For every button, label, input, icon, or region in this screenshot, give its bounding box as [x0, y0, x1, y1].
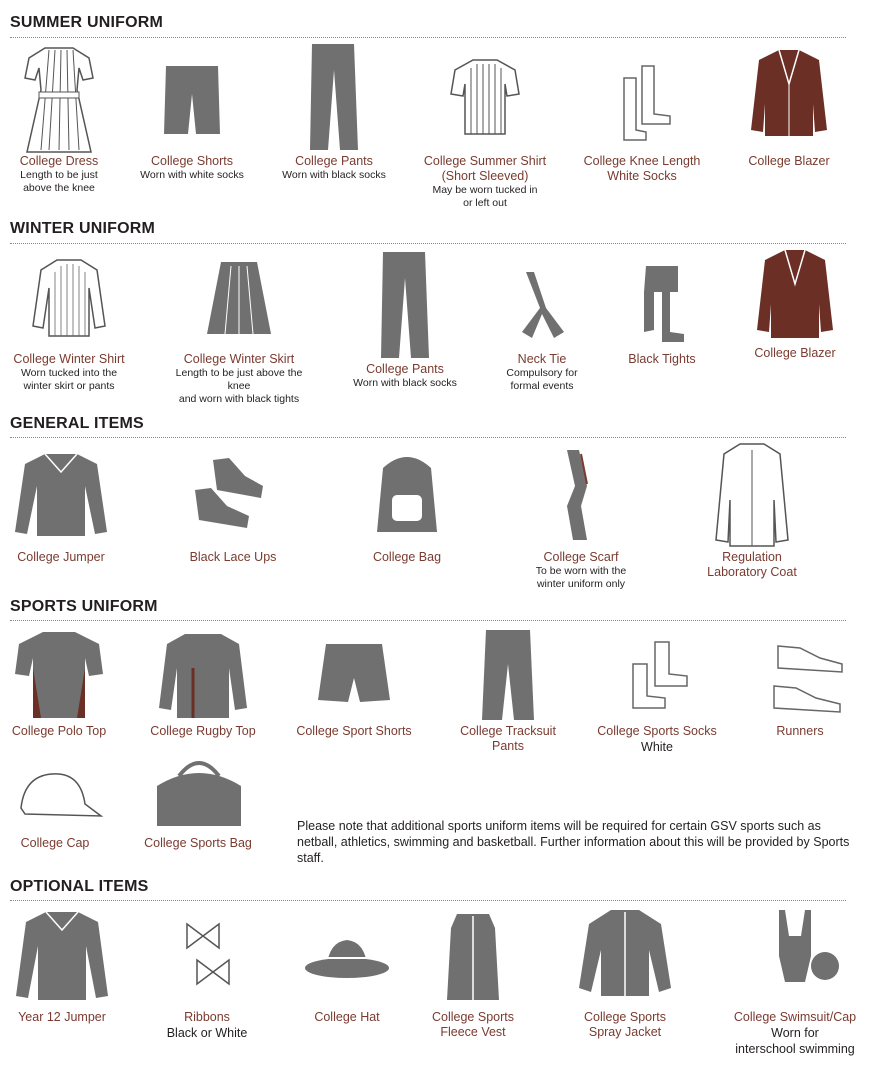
item-label: College Scarf [543, 550, 619, 564]
ribbons-icon [157, 906, 257, 1010]
section-divider [10, 437, 846, 438]
item-black-lace-ups [158, 446, 308, 565]
item-label: College Blazer [754, 346, 836, 360]
item-label: College Winter Skirt [183, 352, 295, 366]
shorts-icon [152, 44, 232, 154]
summer-shirt-icon [445, 44, 525, 154]
item-college-sports-socks [582, 628, 732, 755]
knee-socks-icon [602, 44, 682, 154]
lace-up-shoes-icon [183, 446, 283, 550]
jumper-icon [11, 446, 111, 550]
item-note: Worn with black socks [282, 169, 386, 181]
spray-jacket-icon [575, 906, 675, 1010]
tights-icon [622, 252, 702, 352]
sport-shorts-icon [304, 628, 404, 724]
item-college-swimsuit-cap [720, 906, 870, 1057]
item-note: Length to be just above the knee and worn with black tights [175, 367, 303, 405]
item-college-rugby-top [128, 628, 278, 739]
sports-bag-icon [143, 750, 253, 836]
item-label: Year 12 Jumper [18, 1010, 106, 1024]
item-note: Length to be just above the knee [20, 169, 98, 194]
item-label: Ribbons [184, 1010, 230, 1024]
item-note: Black or White [166, 1026, 248, 1040]
item-year-12-jumper [0, 906, 137, 1025]
section-divider [10, 37, 846, 38]
section-divider [10, 620, 846, 621]
item-college-bag [332, 446, 482, 565]
sports-socks-icon [607, 628, 707, 724]
fleece-vest-icon [423, 906, 523, 1010]
item-college-blazer-winter [720, 246, 870, 361]
item-label: College Hat [314, 1010, 380, 1024]
item-note: White [641, 740, 673, 754]
item-label: College Rugby Top [150, 724, 256, 738]
hat-icon [297, 906, 397, 1010]
item-label: College Cap [20, 836, 90, 850]
item-note: Worn tucked into the winter skirt or pants [20, 367, 118, 392]
dress-icon [19, 44, 99, 154]
item-college-jumper [0, 446, 136, 565]
skirt-icon [199, 252, 279, 352]
item-college-tracksuit-pants [433, 624, 583, 754]
section-title-optional: OPTIONAL ITEMS [10, 878, 149, 895]
item-college-sports-spray-jacket [550, 906, 700, 1040]
item-note: Worn with white socks [140, 169, 244, 181]
item-college-polo-top [0, 628, 134, 739]
rugby-top-icon [153, 628, 253, 724]
blazer-icon [749, 44, 829, 154]
item-college-pants [259, 40, 409, 182]
jumper-icon [12, 906, 112, 1010]
item-runners [725, 628, 875, 739]
item-label: College Blazer [748, 154, 830, 168]
item-college-summer-shirt [410, 44, 560, 210]
polo-top-icon [9, 628, 109, 724]
winter-shirt-icon [29, 252, 109, 352]
swimsuit-icon [745, 906, 845, 1010]
item-label: College Shorts [151, 154, 233, 168]
item-label: College Swimsuit/Cap [733, 1010, 857, 1024]
item-label: Regulation Laboratory Coat [707, 550, 797, 579]
item-label: College Polo Top [11, 724, 107, 738]
item-college-winter-shirt [0, 252, 144, 393]
item-note: May be worn tucked in or left out [432, 184, 538, 209]
item-label: College Winter Shirt [13, 352, 125, 366]
section-title-general: GENERAL ITEMS [10, 415, 144, 432]
item-college-dress [0, 44, 134, 195]
item-lab-coat [677, 440, 827, 580]
item-college-shorts [117, 44, 267, 182]
cap-icon [5, 760, 105, 836]
item-college-sport-shorts [279, 628, 429, 739]
item-label: College Sports Spray Jacket [584, 1010, 666, 1039]
tracksuit-pants-icon [468, 624, 548, 724]
item-label: College Jumper [17, 550, 105, 564]
item-label: Black Lace Ups [189, 550, 277, 564]
blazer-icon [755, 246, 835, 346]
sports-note-paragraph: Please note that additional sports uniform items will be required for certain GSV sports such as netball, athletics, swimming and basketball. Further information about this will be provided by Sports staff. [297, 818, 850, 865]
section-title-winter: WINTER UNIFORM [10, 220, 156, 237]
item-label: College Bag [372, 550, 442, 564]
item-note: Worn for interschool swimming [735, 1026, 855, 1056]
section-divider [10, 900, 846, 901]
item-college-sports-fleece-vest [398, 906, 548, 1040]
item-note: To be worn with the winter uniform only [535, 565, 627, 590]
pants-icon [365, 248, 445, 362]
scarf-icon [541, 446, 621, 550]
item-label: College Sport Shorts [296, 724, 412, 738]
item-label: College Tracksuit Pants [460, 724, 556, 753]
runners-icon [750, 628, 850, 724]
section-title-sports: SPORTS UNIFORM [10, 598, 158, 615]
item-label: College Dress [19, 154, 99, 168]
section-title-summer: SUMMER UNIFORM [10, 14, 164, 31]
item-note: Worn with black socks [353, 377, 457, 389]
item-college-winter-skirt [164, 252, 314, 406]
item-college-blazer [714, 44, 864, 169]
item-label: Black Tights [628, 352, 696, 366]
lab-coat-icon [712, 440, 792, 550]
item-college-cap [0, 760, 130, 851]
item-black-tights [587, 252, 737, 367]
neck-tie-icon [502, 252, 582, 352]
item-label: College Sports Fleece Vest [432, 1010, 514, 1039]
item-label: College Sports Bag [144, 836, 252, 850]
item-label: College Pants [295, 154, 373, 168]
item-college-knee-socks [567, 44, 717, 184]
item-label: College Pants [366, 362, 444, 376]
item-label: Runners [776, 724, 824, 738]
item-ribbons [132, 906, 282, 1041]
pants-icon [294, 40, 374, 154]
backpack-icon [357, 446, 457, 550]
item-college-sports-bag [123, 750, 273, 851]
item-label: College Knee Length White Socks [583, 154, 701, 183]
item-note: Compulsory for formal events [506, 367, 578, 392]
item-label: College Summer Shirt (Short Sleeved) [423, 154, 547, 183]
item-college-scarf [506, 446, 656, 591]
item-college-pants-winter [330, 248, 480, 390]
section-divider [10, 243, 846, 244]
item-label: Neck Tie [517, 352, 567, 366]
item-label: College Sports Socks [597, 724, 717, 738]
